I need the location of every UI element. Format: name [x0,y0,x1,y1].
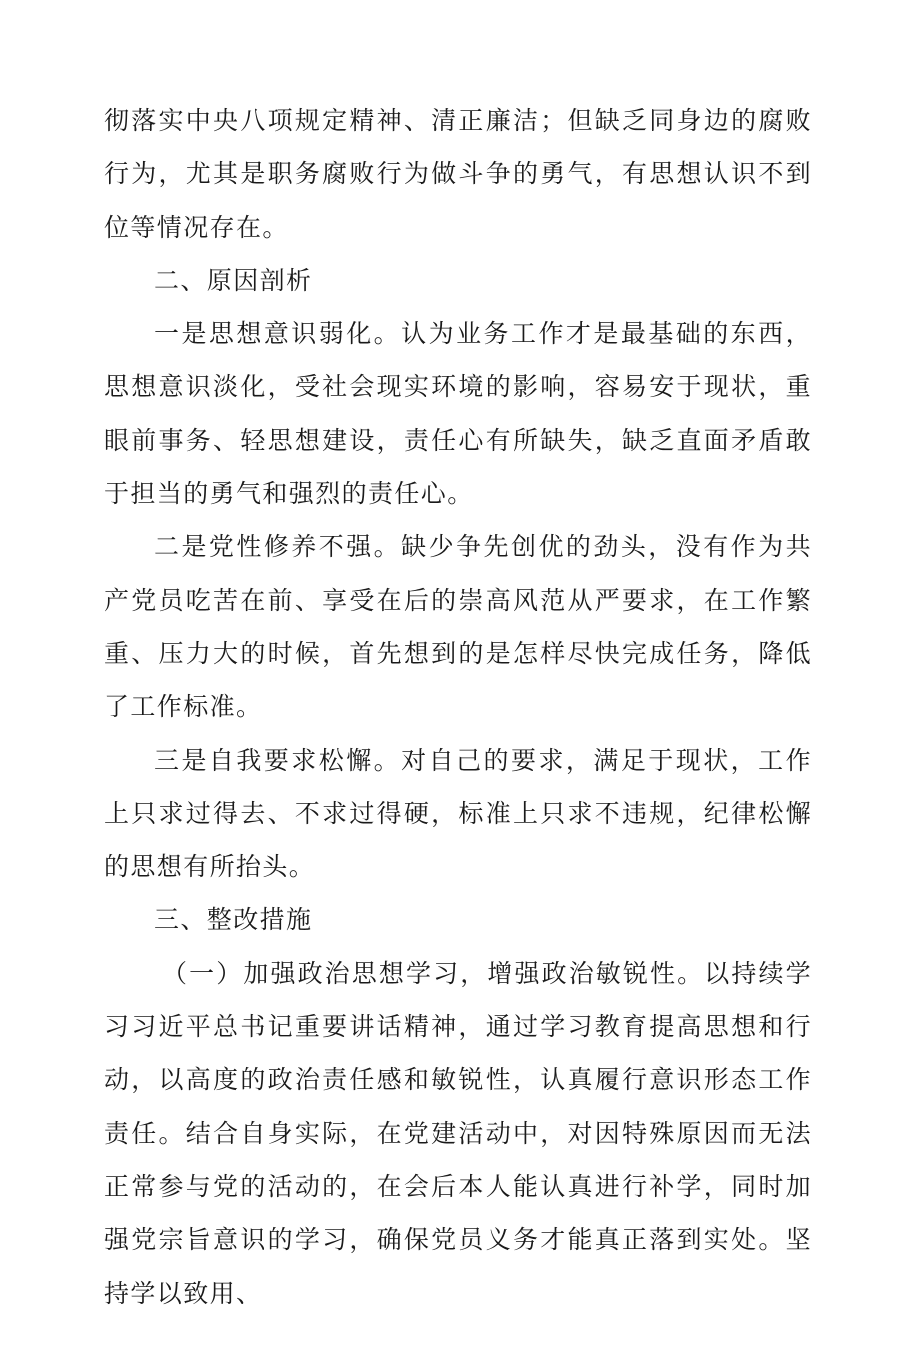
section-heading-cause-analysis: 二、原因剖析 [154,265,313,295]
paragraph-cause-3: 三是自我要求松懈。对自己的要求，满足于现状，工作上只求过得去、不求过得硬，标准上只求不违规，纪律松懈的思想有所抬头。 [104,745,812,882]
paragraph-measure-1: （一）加强政治思想学习，增强政治敏锐性。以持续学习习近平总书记重要讲话精神，通过学习教育提高思想和行动，以高度的政治责任感和敏锐性，认真履行意识形态工作责任。结合自身实际，在党建活动中，对因特殊原因而无法正常参与党的活动的，在会后本人能认真进行补学，同时加强党宗旨意识的学习，确保党员义务才能真正落到实处。坚持学以致用、 [104,958,812,1308]
section-heading-rectification: 三、整改措施 [154,905,313,935]
paragraph-continuation: 彻落实中央八项规定精神、清正廉洁；但缺乏同身边的腐败行为，尤其是职务腐败行为做斗争的勇气，有思想认识不到位等情况存在。 [104,106,812,242]
document-body [104,94,812,1320]
paragraph-cause-2: 二是党性修养不强。缺少争先创优的劲头，没有作为共产党员吃苦在前、享受在后的崇高风范从严要求，在工作繁重、压力大的时候，首先想到的是怎样尽快完成任务，降低了工作标准。 [104,532,812,722]
paragraph-cause-1: 一是思想意识弱化。认为业务工作才是最基础的东西，思想意识淡化，受社会现实环境的影响，容易安于现状，重眼前事务、轻思想建设，责任心有所缺失，缺乏直面矛盾敢于担当的勇气和强烈的责任心。 [104,319,812,509]
